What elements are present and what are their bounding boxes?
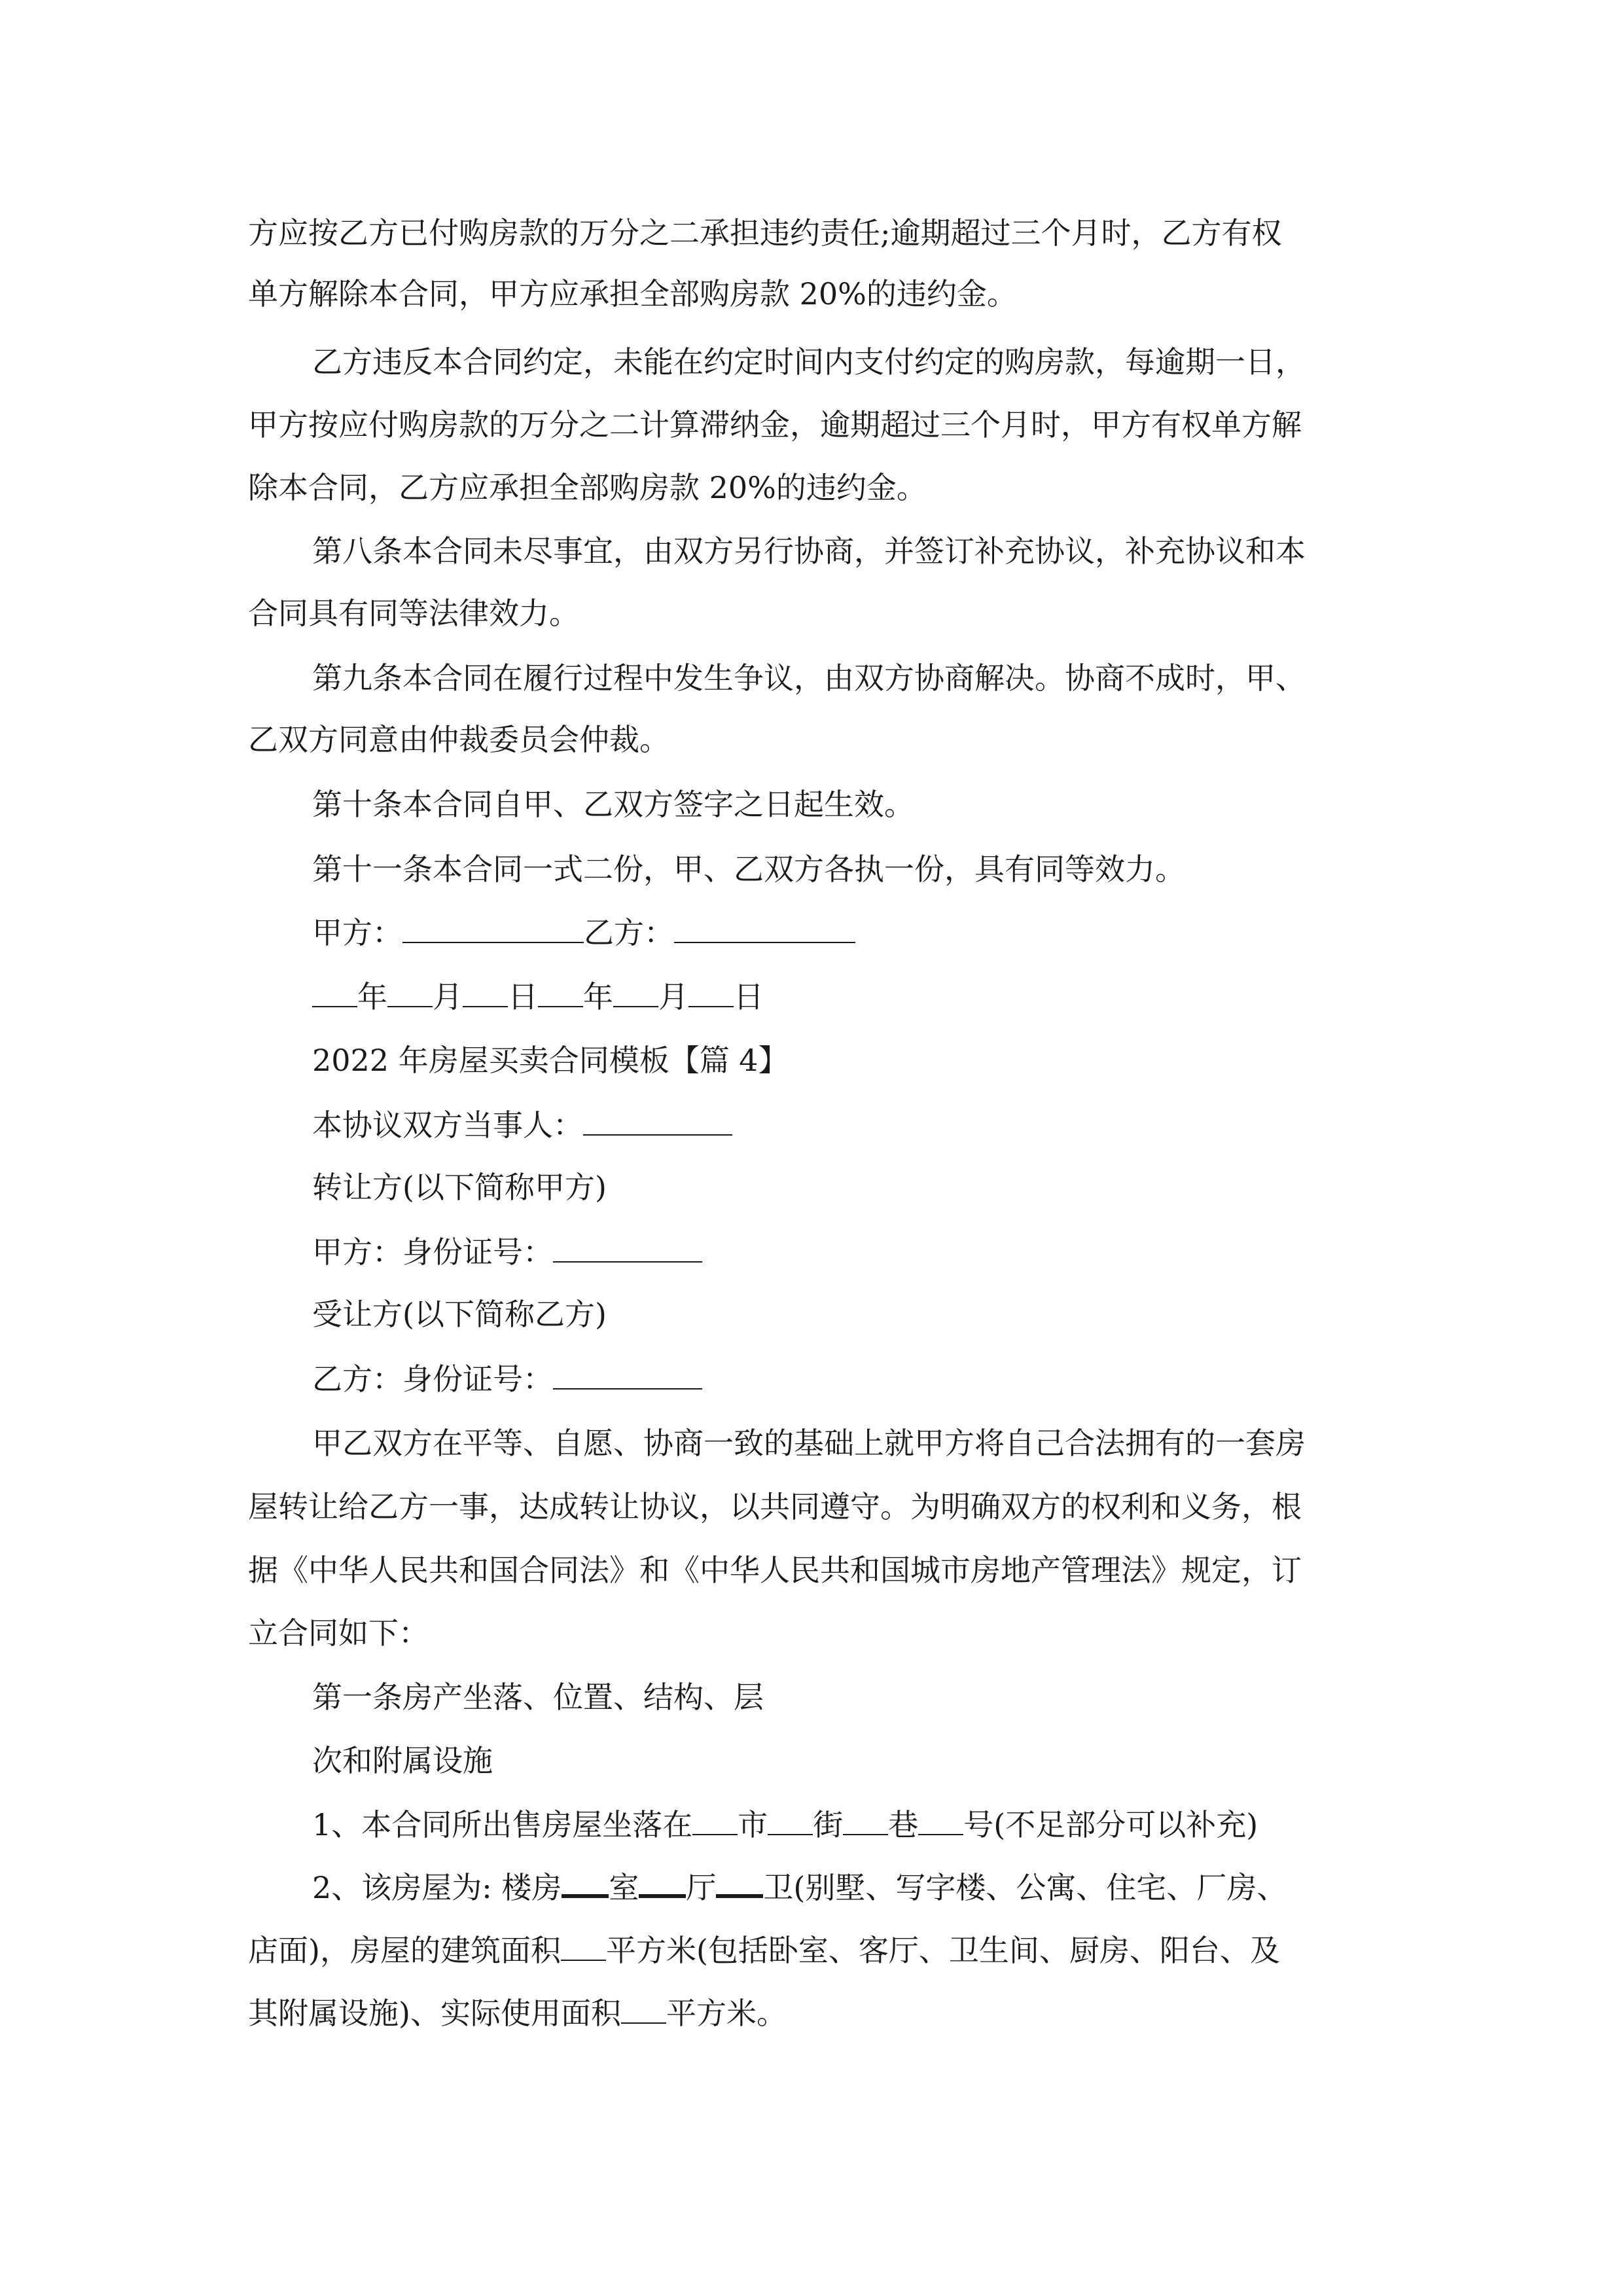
party-b-id-label: 乙方：身份证号： [312, 1361, 553, 1397]
date-line [312, 977, 764, 1016]
text-line [312, 1105, 732, 1145]
text-line [312, 1359, 702, 1399]
text-line: 合同具有同等法律效力。 [248, 596, 579, 631]
month-label: 月 [433, 979, 463, 1014]
text-line: 除本合同，乙方应承担全部购房款 20%的违约金。 [248, 470, 927, 505]
text-line: 乙方违反本合同约定，未能在约定时间内支付约定的购房款，每逾期一日， [312, 344, 1306, 380]
party-b-id-blank [553, 1359, 702, 1390]
party-a-id-blank [553, 1232, 702, 1263]
bath-blank [716, 1868, 763, 1898]
city-blank [692, 1805, 738, 1835]
room-blank [562, 1868, 609, 1898]
section-heading: 2022 年房屋买卖合同模板【篇 4】 [312, 1043, 789, 1078]
location-label: 1、本合同所出售房屋坐落在 [312, 1807, 693, 1842]
text-line [312, 1868, 1287, 1907]
year-label: 年 [583, 979, 613, 1014]
area-label: 店面)，房屋的建筑面积 [248, 1933, 561, 1968]
party-b-label: 乙方： [584, 915, 674, 950]
month-blank [613, 977, 658, 1007]
day-label: 日 [734, 979, 764, 1014]
usable-area-unit-label: 平方米。 [666, 1996, 787, 2031]
text-line [312, 1232, 702, 1272]
text-line: 第九条本合同在履行过程中发生争议，由双方协商解决。协商不成时，甲、 [312, 660, 1306, 696]
text-line: 次和附属设施 [312, 1743, 493, 1778]
text-line [248, 1931, 1280, 1970]
text-line: 乙双方同意由仲裁委员会仲裁。 [248, 722, 669, 757]
day-blank [463, 977, 508, 1007]
parties-blank [583, 1105, 732, 1136]
room-label: 室 [609, 1870, 639, 1905]
text-line: 第十条本合同自甲、乙双方签字之日起生效。 [312, 787, 914, 822]
text-line: 受让方(以下简称乙方) [312, 1297, 607, 1332]
usable-area-blank [621, 1994, 666, 2024]
signature-line [312, 913, 855, 952]
number-label: 号(不足部分可以补充) [963, 1807, 1258, 1842]
day-label: 日 [508, 979, 538, 1014]
text-line: 屋转让给乙方一事，达成转让协议，以共同遵守。为明确双方的权利和义务，根 [248, 1489, 1302, 1524]
party-b-blank [674, 913, 855, 943]
text-line: 第八条本合同未尽事宜，由双方另行协商，并签订补充协议，补充协议和本 [312, 533, 1306, 569]
area-unit-label: 平方米(包括卧室、客厅、卫生间、厨房、阳台、及 [605, 1933, 1280, 1968]
text-line: 转让方(以下简称甲方) [312, 1170, 607, 1205]
text-line: 甲乙双方在平等、自愿、协商一致的基础上就甲方将自己合法拥有的一套房 [312, 1426, 1306, 1461]
text-line: 单方解除本合同，甲方应承担全部购房款 20%的违约金。 [248, 276, 1017, 312]
area-blank [561, 1931, 606, 1961]
building-label: 2、该房屋为: 楼房 [312, 1870, 562, 1905]
lane-blank [843, 1805, 888, 1835]
text-line: 第十一条本合同一式二份，甲、乙双方各执一份，具有同等效力。 [312, 852, 1185, 887]
year-label: 年 [357, 979, 387, 1014]
usable-area-label: 其附属设施)、实际使用面积 [248, 1996, 621, 2031]
text-line: 第一条房产坐落、位置、结构、层 [312, 1679, 764, 1715]
day-blank [688, 977, 734, 1007]
text-line: 方应按乙方已付购房款的万分之二承担违约责任;逾期超过三个月时，乙方有权 [248, 215, 1282, 251]
month-label: 月 [658, 979, 688, 1014]
hall-blank [639, 1868, 686, 1898]
street-label: 街 [813, 1807, 844, 1842]
party-a-id-label: 甲方：身份证号： [312, 1234, 553, 1270]
parties-label: 本协议双方当事人： [312, 1107, 583, 1143]
party-a-blank [402, 913, 584, 943]
hall-label: 厅 [686, 1870, 717, 1905]
street-blank [768, 1805, 813, 1835]
bath-label: 卫(别墅、写字楼、公寓、住宅、厂房、 [763, 1870, 1287, 1905]
lane-label: 巷 [888, 1807, 919, 1842]
number-blank [918, 1805, 963, 1835]
text-line: 据《中华人民共和国合同法》和《中华人民共和国城市房地产管理法》规定，订 [248, 1552, 1302, 1588]
text-line: 立合同如下： [248, 1615, 429, 1651]
text-line: 甲方按应付购房款的万分之二计算滞纳金，逾期超过三个月时，甲方有权单方解 [248, 407, 1302, 442]
text-line [312, 1805, 1258, 1844]
text-line [248, 1994, 787, 2033]
party-a-label: 甲方： [312, 915, 402, 950]
year-blank [538, 977, 583, 1007]
year-blank [312, 977, 357, 1007]
city-label: 市 [738, 1807, 768, 1842]
month-blank [387, 977, 433, 1007]
